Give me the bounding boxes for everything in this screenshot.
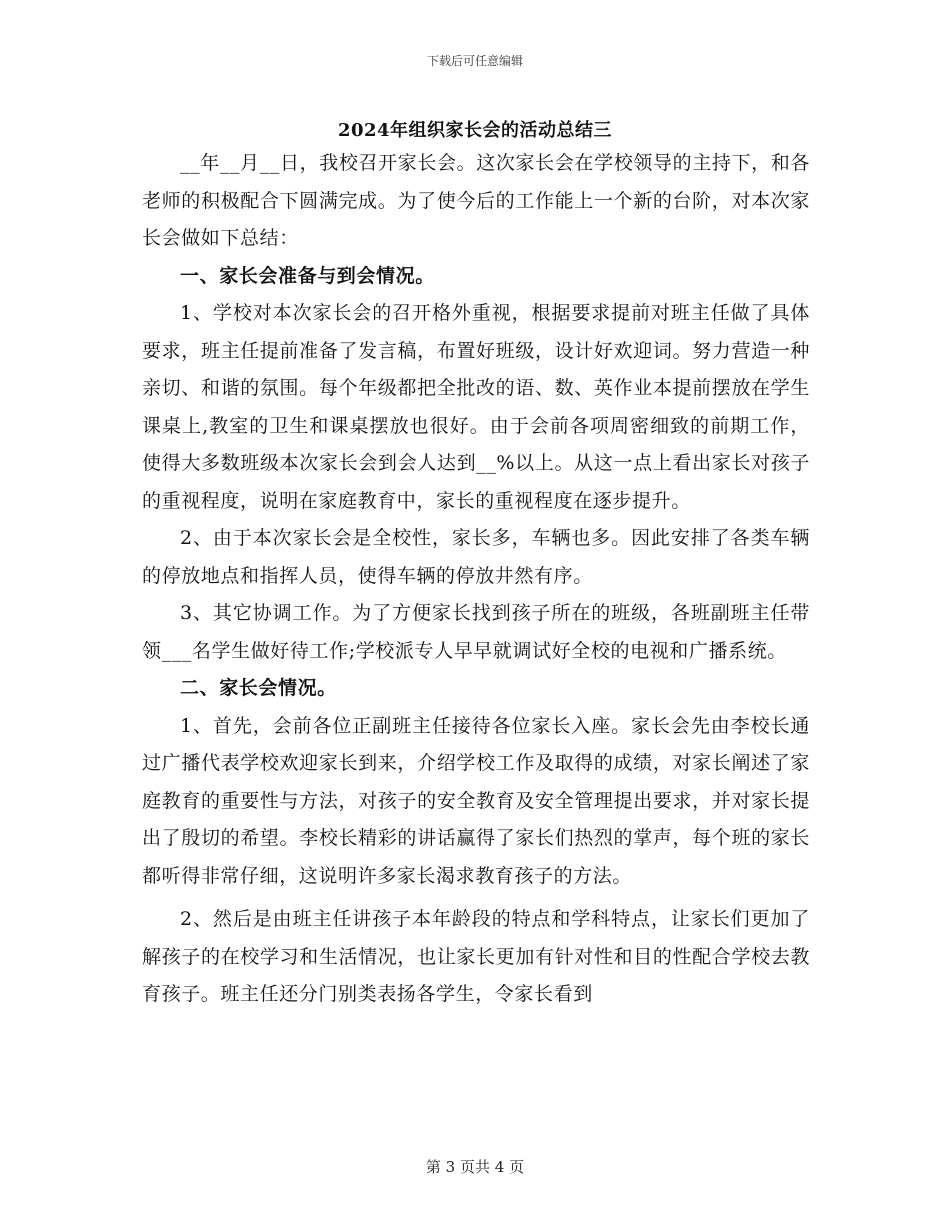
intro-paragraph: __年__月__日，我校召开家长会。这次家长会在学校领导的主持下，和各老师的积极配合下圆满完成。为了使今后的工作能上一个新的台阶，对本次家长会做如下总结： — [142, 152, 810, 249]
document-title: 2024年组织家长会的活动总结三 — [337, 120, 613, 141]
paragraph-1-3: 3、其它协调工作。为了方便家长找到孩子所在的班级，各班副班主任带领___名学生做好待工作;学校派专人早早就调试好全校的电视和广播系统。 — [142, 602, 810, 662]
section-heading-1: 一、家长会准备与到会情况。 — [180, 264, 435, 287]
page-footer: 第 3 页共 4 页 — [425, 1158, 525, 1176]
paragraph-1-1: 1、学校对本次家长会的召开格外重视，根据要求提前对班主任做了具体要求，班主任提前准备了发言稿，布置好班级，设计好欢迎词。努力营造一种亲切、和谐的氛围。每个年级都把全批改的语、数、英作业本提前摆放在学生课桌上,教室的卫生和课桌摆放也很好。由于会前各项周密细致的前期工作，使得大多数班级本次家长会到会人达到__%以上。从这一点上看出家长对孩子的重视程度，说明在家庭教育中，家长的重视程度在逐步提升。 — [142, 302, 810, 512]
paragraph-2-2: 2、然后是由班主任讲孩子本年龄段的特点和学科特点，让家长们更加了解孩子的在校学习和生活情况，也让家长更加有针对性和目的性配合学校去教育孩子。班主任还分门别类表扬各学生，令家长看到 — [142, 908, 810, 1005]
document-body — [142, 145, 810, 1014]
paragraph-1-2: 2、由于本次家长会是全校性，家长多，车辆也多。因此安排了各类车辆的停放地点和指挥人员，使得车辆的停放井然有序。 — [142, 527, 810, 587]
header-note: 下载后可任意编辑 — [426, 54, 523, 68]
section-heading-2: 二、家长会情况。 — [180, 677, 337, 699]
paragraph-2-1: 1、首先，会前各位正副班主任接待各位家长入座。家长会先由李校长通过广播代表学校欢迎家长到来，介绍学校工作及取得的成绩，对家长阐述了家庭教育的重要性与方法，对孩子的安全教育及安全管理提出要求，并对家长提出了殷切的希望。李校长精彩的讲话赢得了家长们热烈的掌声，每个班的家长都听得非常仔细，这说明许多家长渴求教育孩子的方法。 — [142, 714, 810, 887]
